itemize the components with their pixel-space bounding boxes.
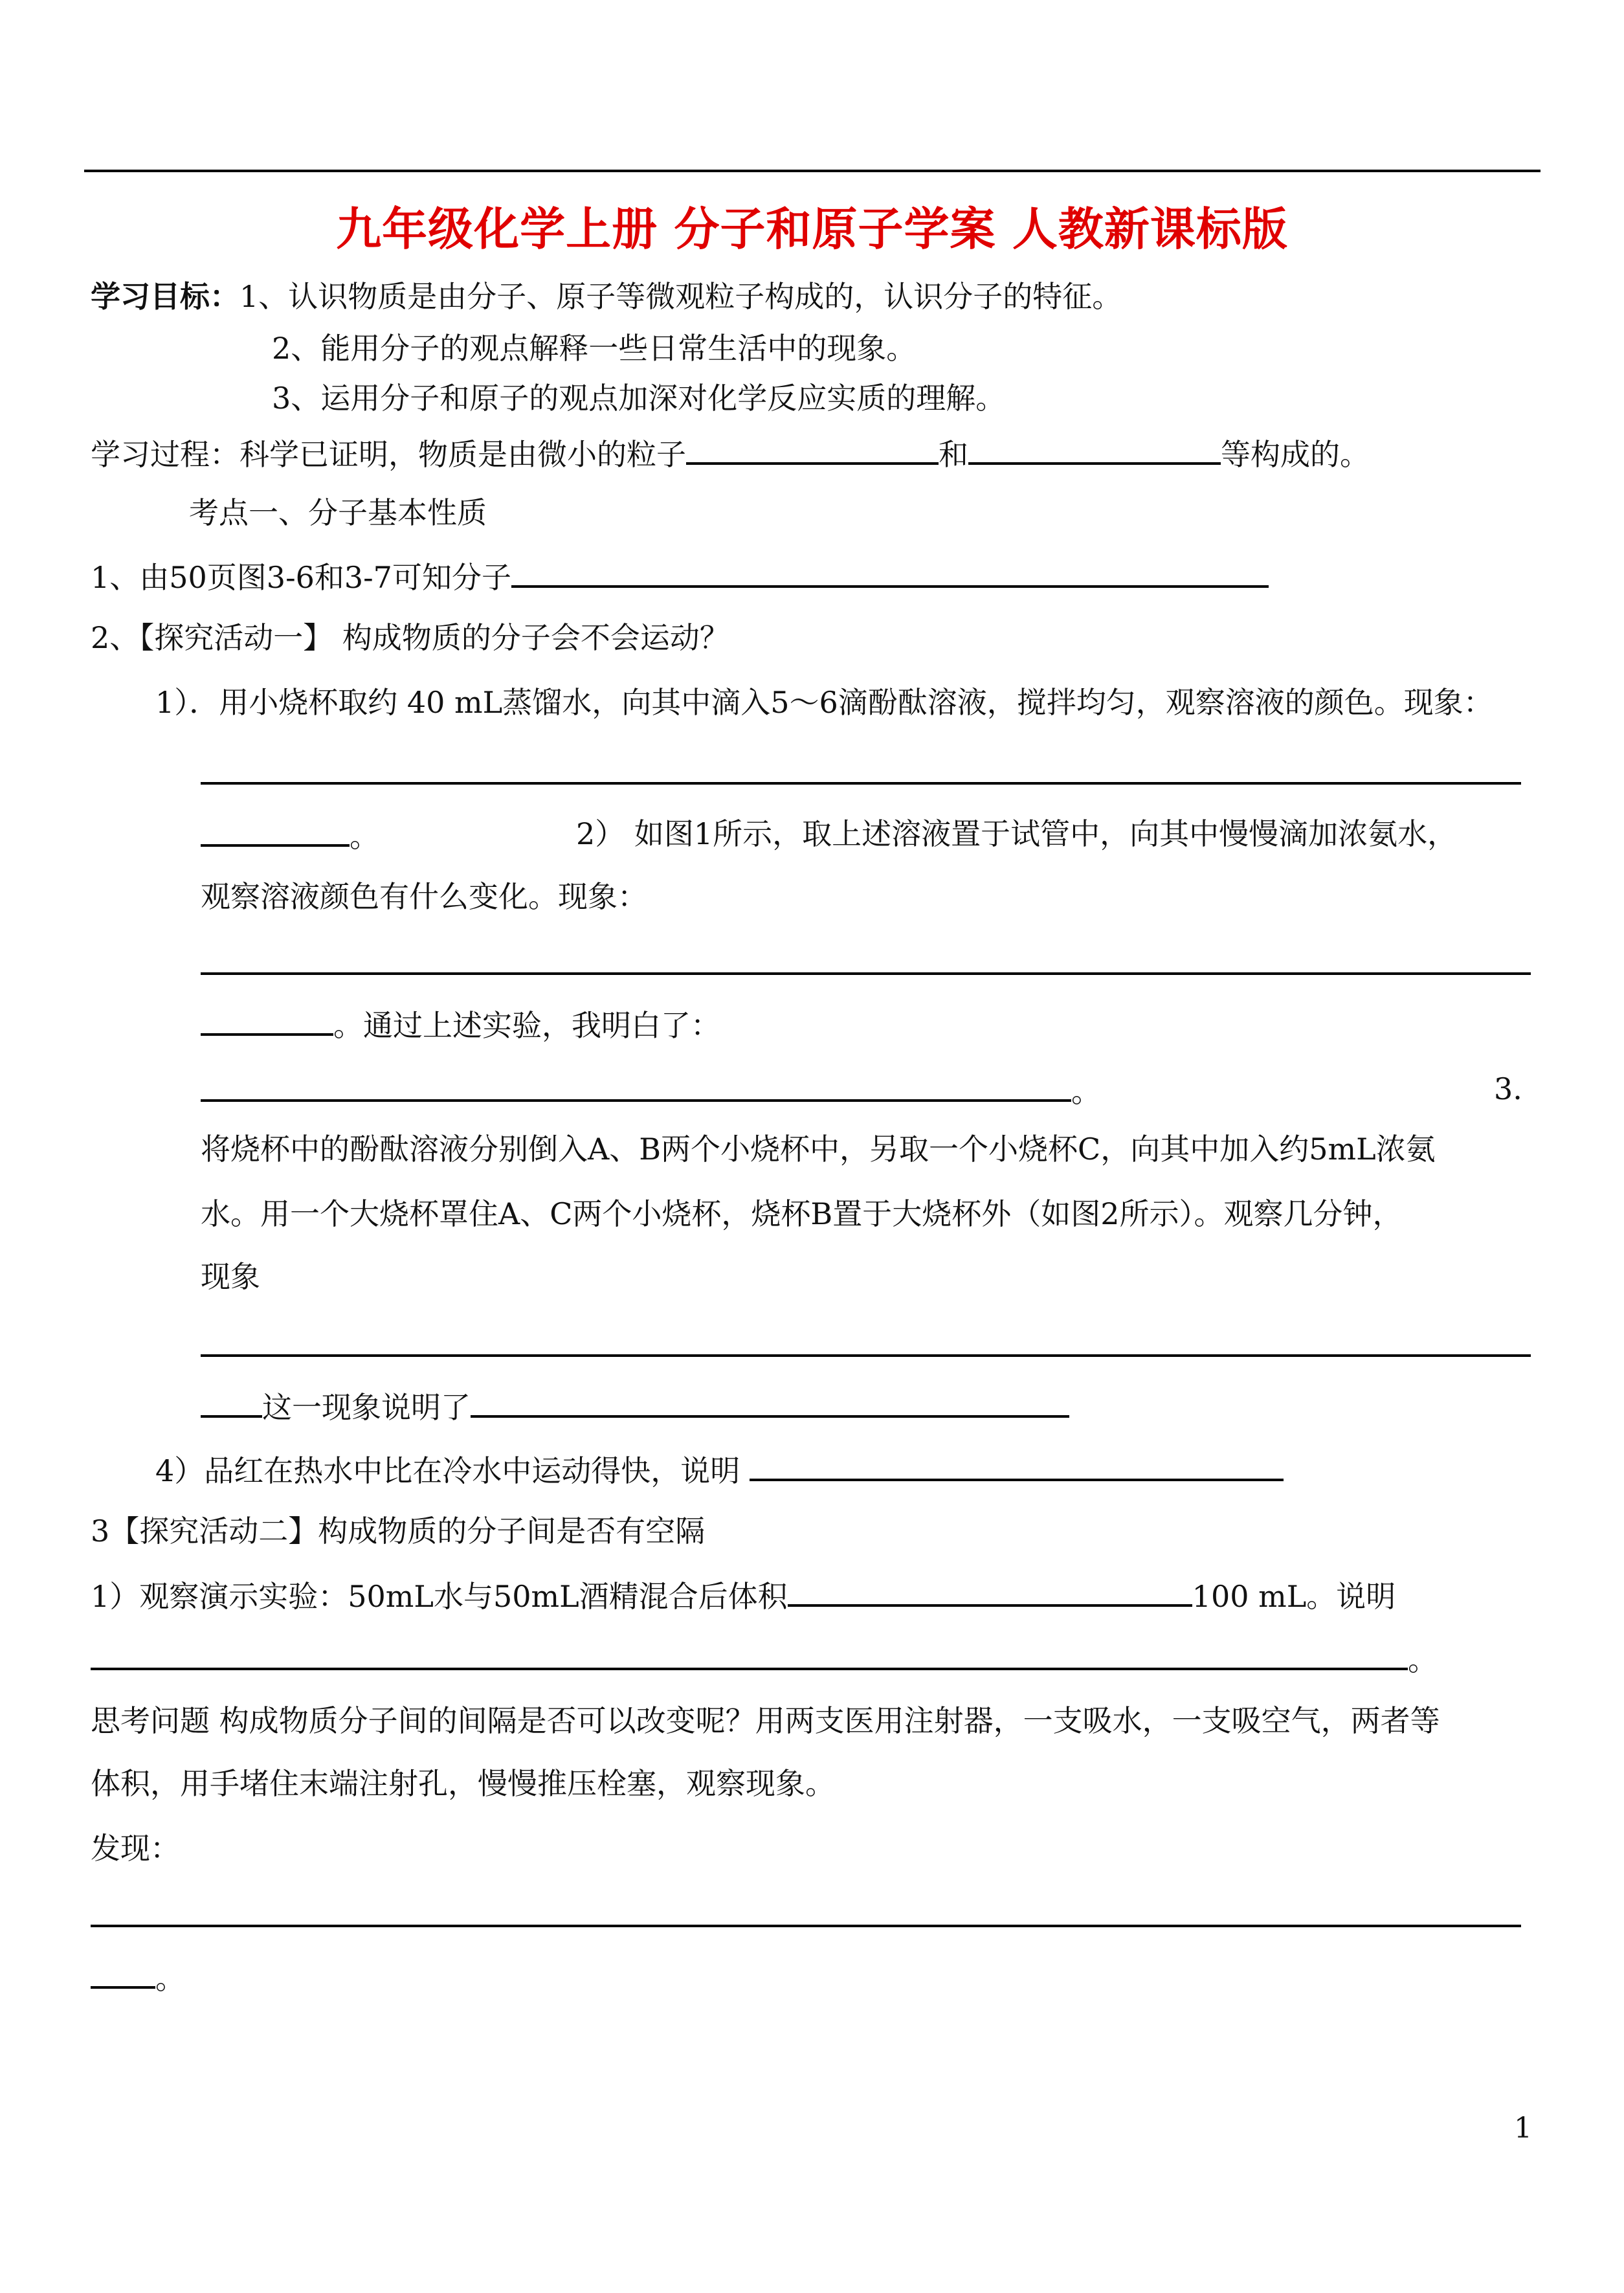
question-1 bbox=[91, 555, 1269, 597]
q2-step4: 4）品红在热水中比在冷水中运动得快，说明 bbox=[155, 1453, 740, 1488]
q2-conclusion-end: 。 bbox=[1071, 1074, 1101, 1109]
q3-step1-prefix: 1）观察演示实验：50mL水与50mL酒精混合后体积 bbox=[91, 1579, 788, 1614]
q2-conclusion: 。通过上述实验，我明白了： bbox=[333, 1008, 720, 1043]
process-prefix: 学习过程：科学已证明，物质是由微小的粒子 bbox=[91, 437, 686, 472]
q2-step2-blank[interactable] bbox=[201, 1003, 333, 1036]
page-number: 1 bbox=[1514, 2112, 1532, 2145]
q2-conclusion-blank[interactable] bbox=[201, 1069, 1071, 1102]
q3-explain-blank[interactable] bbox=[91, 1638, 1408, 1670]
q2-step2-cont: 观察溶液颜色有什么变化。现象： bbox=[201, 879, 647, 914]
think-end: 。 bbox=[155, 1961, 185, 1996]
q3-step1-suffix: 100 mL。说明 bbox=[1192, 1579, 1396, 1614]
q2-step3-blank[interactable] bbox=[201, 1385, 262, 1418]
process-line bbox=[91, 432, 1370, 474]
header-rule bbox=[84, 170, 1541, 172]
objective-item-1: 1、认识物质是由分子、原子等微观粒子构成的，认识分子的特征。 bbox=[239, 279, 1122, 314]
q3-step1-blank[interactable] bbox=[788, 1574, 1192, 1607]
objective-item-2: 2、能用分子的观点解释一些日常生活中的现象。 bbox=[272, 331, 917, 366]
q2-step3-line-2: 水。用一个大烧杯罩住A、C两个小烧杯，烧杯B置于大烧杯外（如图2所示）。观察几分钟， bbox=[201, 1196, 1403, 1231]
q2-step4-line bbox=[155, 1449, 1284, 1490]
q2-step2: 2） 如图1所示，取上述溶液置于试管中，向其中慢慢滴加浓氨水， bbox=[576, 816, 1458, 851]
objectives-line-1 bbox=[91, 277, 1122, 316]
question-2-heading: 2、【探究活动一】 构成物质的分子会不会运动？ bbox=[91, 620, 729, 655]
think-end-blank[interactable] bbox=[91, 1956, 155, 1989]
think-line-2: 体积，用手堵住末端注射孔，慢慢推压栓塞，观察现象。 bbox=[91, 1766, 835, 1801]
section1-heading: 考点一、分子基本性质 bbox=[189, 495, 487, 530]
q2-step1-end: 。 bbox=[350, 819, 379, 854]
question-3-heading: 3【探究活动二】构成物质的分子间是否有空隔 bbox=[91, 1514, 706, 1549]
question-1-blank[interactable] bbox=[511, 555, 1269, 588]
q3-step1-end: 。 bbox=[1408, 1642, 1438, 1677]
q2-step3-answer-line[interactable] bbox=[201, 1354, 1531, 1357]
q2-step3-explain-blank[interactable] bbox=[471, 1385, 1069, 1418]
q2-step1-answer-line[interactable] bbox=[201, 782, 1521, 785]
q2-step1-blank[interactable] bbox=[201, 814, 350, 847]
q2-step3-explain: 这一现象说明了 bbox=[262, 1390, 471, 1425]
q2-step2-answer-line[interactable] bbox=[201, 972, 1531, 975]
q2-conclusion-line bbox=[201, 1003, 720, 1045]
q3-explain-line bbox=[91, 1638, 1438, 1679]
page-title: 九年级化学上册 分子和原子学案 人教新课标版 bbox=[336, 202, 1288, 256]
process-middle: 和 bbox=[939, 437, 968, 472]
think-end-line bbox=[91, 1956, 185, 1998]
think-found-label: 发现： bbox=[91, 1831, 180, 1866]
process-suffix: 等构成的。 bbox=[1221, 437, 1370, 472]
process-blank-1[interactable] bbox=[686, 432, 939, 465]
think-answer-line[interactable] bbox=[91, 1925, 1521, 1927]
q2-step3-number: 3. bbox=[1494, 1071, 1522, 1106]
think-line-1: 思考问题 构成物质分子间的间隔是否可以改变呢？用两支医用注射器，一支吸水，一支吸空气，两者等 bbox=[91, 1703, 1440, 1738]
objectives-label: 学习目标： bbox=[91, 279, 239, 314]
process-blank-2[interactable] bbox=[968, 432, 1221, 465]
q2-step4-blank[interactable] bbox=[750, 1449, 1284, 1481]
q2-step3-explain-line bbox=[201, 1385, 1069, 1427]
question-1-text: 1、由50页图3-6和3-7可知分子 bbox=[91, 560, 511, 595]
objective-item-3: 3、运用分子和原子的观点加深对化学反应实质的理解。 bbox=[272, 381, 1006, 416]
q2-step1: 1）．用小烧杯取约 40 mL蒸馏水，向其中滴入5～6滴酚酞溶液，搅拌均匀，观察溶液的颜色。现象： bbox=[155, 685, 1493, 720]
q2-conclusion-answer bbox=[201, 1069, 1101, 1111]
q3-step1-line bbox=[91, 1574, 1396, 1616]
q2-step3-line-1: 将烧杯中的酚酞溶液分别倒入A、B两个小烧杯中，另取一个小烧杯C，向其中加入约5mL浓氨 bbox=[201, 1132, 1436, 1167]
q2-step1-end-line bbox=[201, 814, 379, 856]
q2-step3-line-3: 现象 bbox=[201, 1259, 260, 1294]
